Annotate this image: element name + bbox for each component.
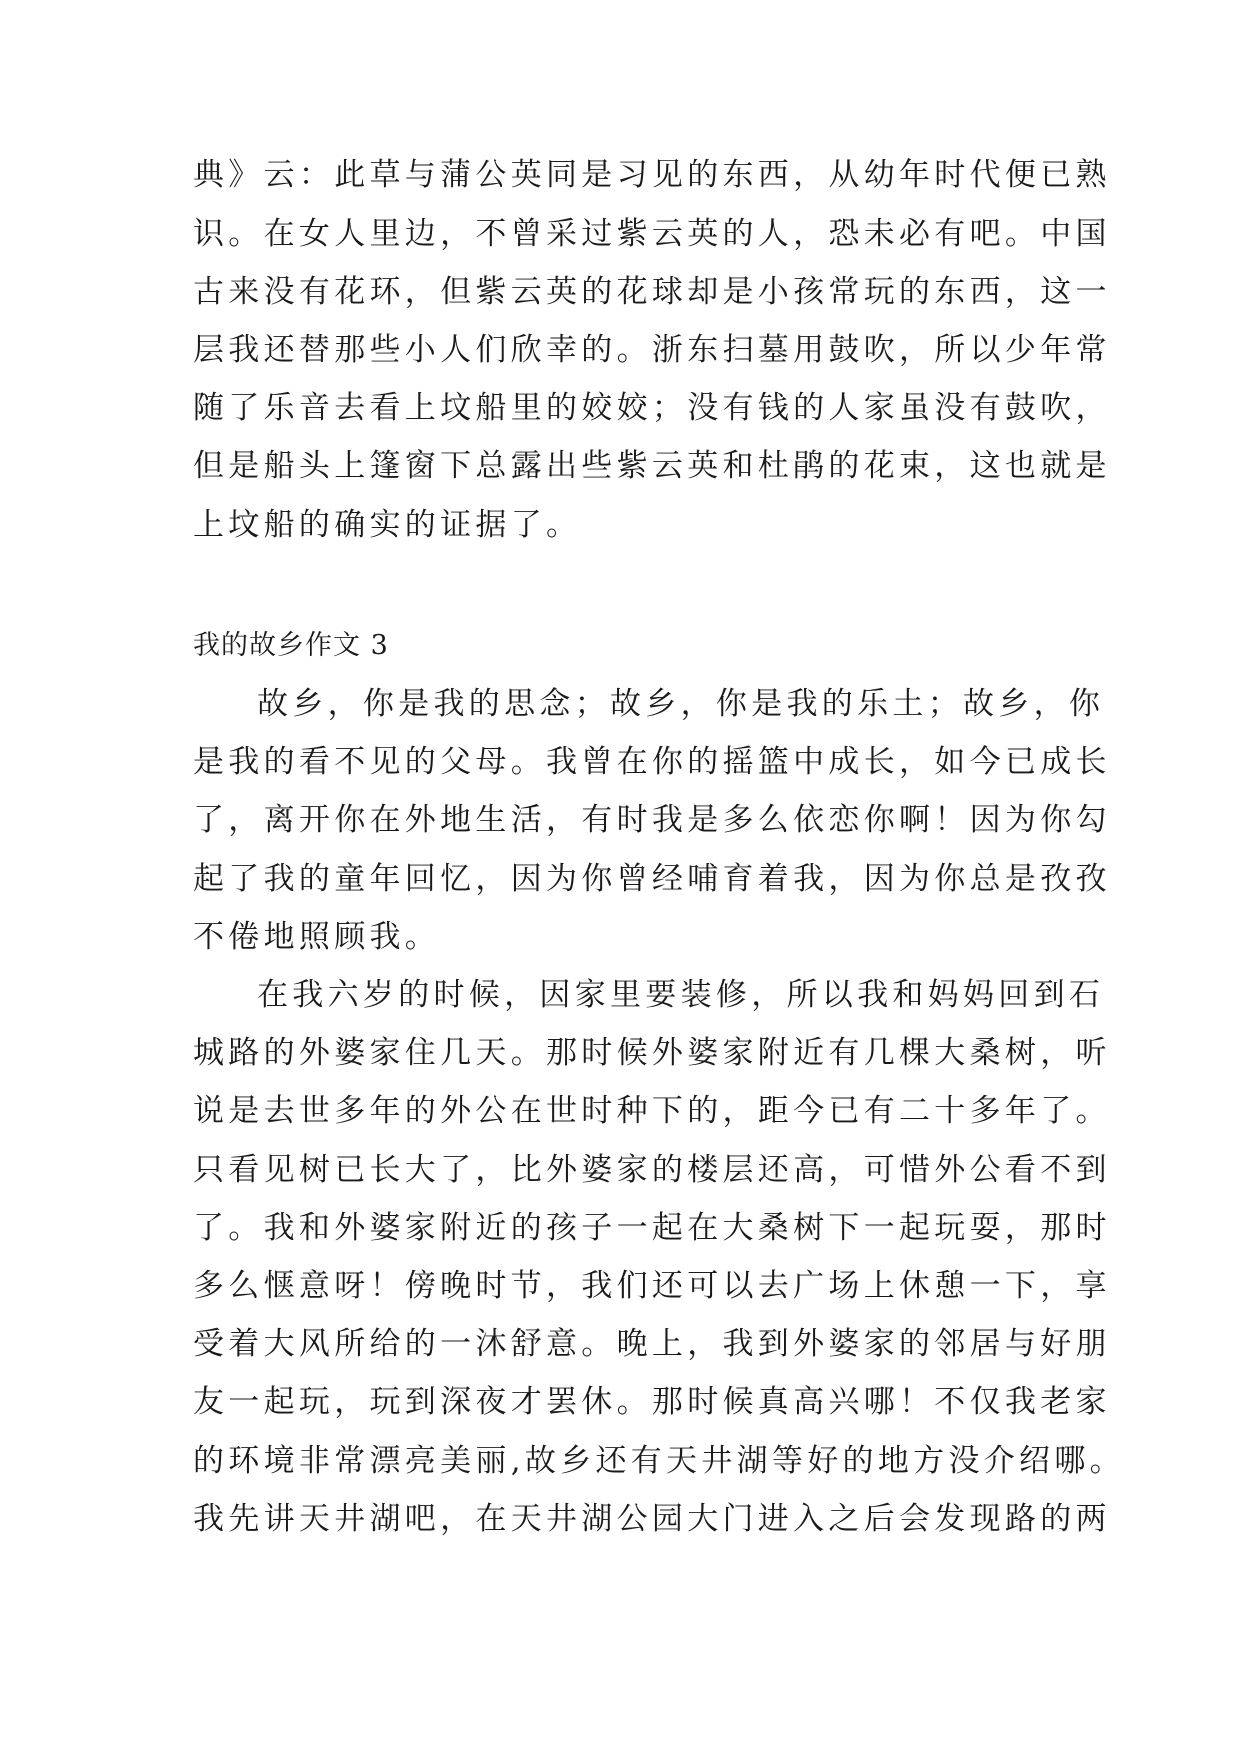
- text-line: 典》云：此草与蒲公英同是习见的东西，从幼年时代便已熟: [193, 157, 1111, 193]
- text-line: 随了乐音去看上坟船里的姣姣；没有钱的人家虽没有鼓吹，: [193, 390, 1111, 426]
- paragraph-line: 说是去世多年的外公在世时种下的，距今已有二十多年了。: [193, 1093, 1111, 1129]
- text-line: 层我还替那些小人们欣幸的。浙东扫墓用鼓吹，所以少年常: [193, 332, 1111, 368]
- text-line: 但是船头上篷窗下总露出些紫云英和杜鹃的花束，这也就是: [193, 448, 1111, 484]
- paragraph-line: 只看见树已长大了，比外婆家的楼层还高，可惜外公看不到: [193, 1152, 1111, 1188]
- text-line: 古来没有花环，但紫云英的花球却是小孩常玩的东西，这一: [193, 274, 1111, 310]
- paragraph-line: 是我的看不见的父母。我曾在你的摇篮中成长，如今已成长: [193, 744, 1111, 780]
- paragraph-line: 起了我的童年回忆，因为你曾经哺育着我，因为你总是孜孜: [193, 861, 1111, 897]
- paragraph-line: 多么惬意呀！傍晚时节，我们还可以去广场上休憩一下，享: [193, 1268, 1111, 1304]
- paragraph-line: 城路的外婆家住几天。那时候外婆家附近有几棵大桑树，听: [193, 1035, 1111, 1071]
- paragraph-line: 友一起玩，玩到深夜才罢休。那时候真高兴哪！不仅我老家: [193, 1384, 1111, 1420]
- paragraph-line: 了，离开你在外地生活，有时我是多么依恋你啊！因为你勾: [193, 802, 1111, 838]
- paragraph-line: 受着大风所给的一沐舒意。晚上，我到外婆家的邻居与好朋: [193, 1326, 1111, 1362]
- paragraph-line: 了。我和外婆家附近的孩子一起在大桑树下一起玩耍，那时: [193, 1210, 1111, 1246]
- paragraph-line: 故乡，你是我的思念；故乡，你是我的乐土；故乡，你: [257, 686, 1105, 722]
- paragraph-line: 的环境非常漂亮美丽,故乡还有天井湖等好的地方没介绍哪。: [193, 1443, 1125, 1479]
- text-line: 识。在女人里边，不曾采过紫云英的人，恐未必有吧。中国: [193, 216, 1111, 252]
- paragraph-line: 在我六岁的时候，因家里要装修，所以我和妈妈回到石: [257, 977, 1105, 1013]
- section-title: 我的故乡作文 3: [193, 630, 389, 661]
- paragraph-line: 不倦地照顾我。: [193, 919, 441, 955]
- text-line: 上坟船的确实的证据了。: [193, 507, 582, 543]
- paragraph-line: 我先讲天井湖吧，在天井湖公园大门进入之后会发现路的两: [193, 1501, 1111, 1537]
